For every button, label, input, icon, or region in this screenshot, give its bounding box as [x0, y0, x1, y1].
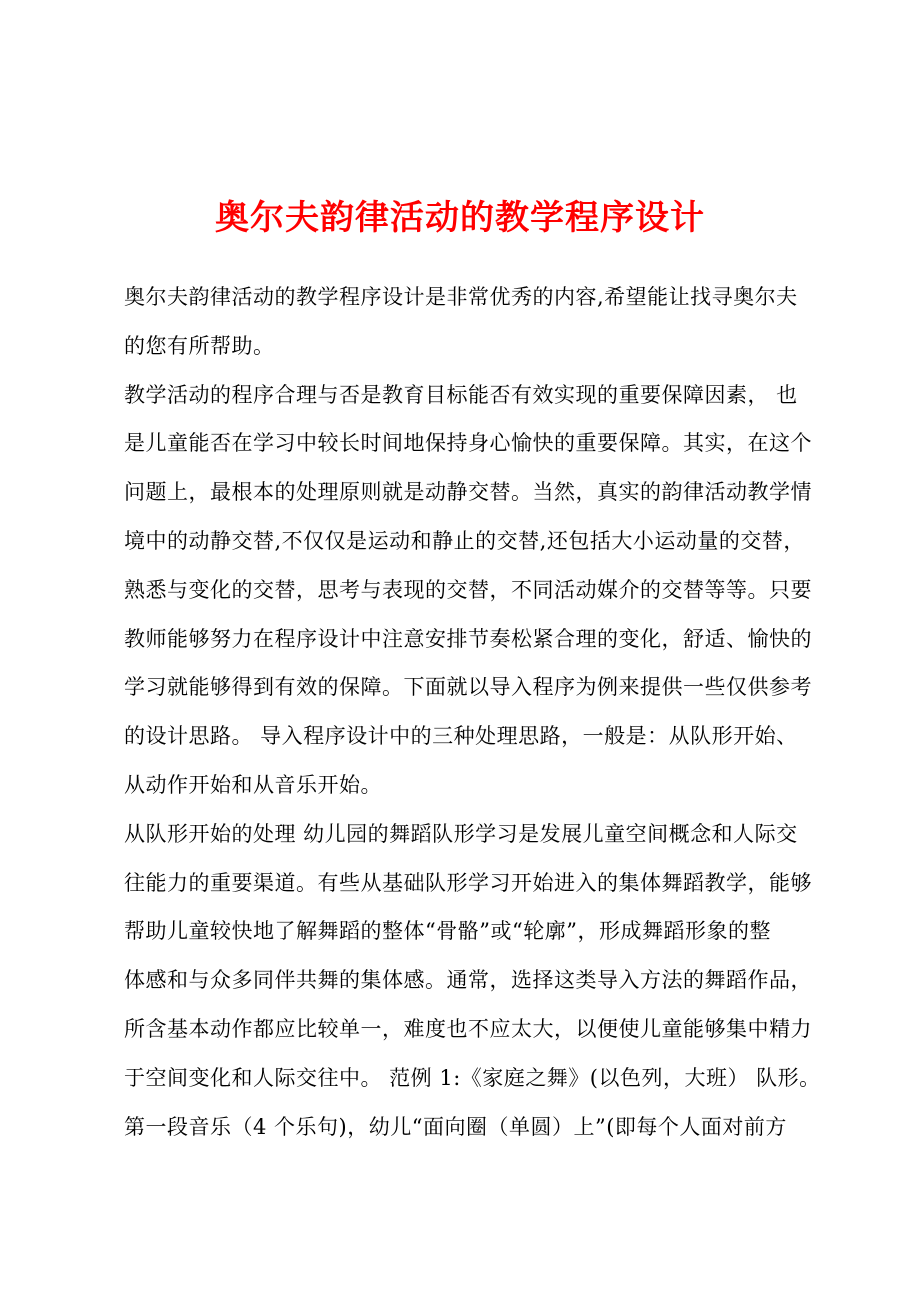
text-line: 教师能够努力在程序设计中注意安排节奏松紧合理的变化，舒适、愉快的	[124, 626, 812, 651]
document-title: 奥尔夫韵律活动的教学程序设计	[215, 198, 705, 238]
text-line: 的您有所帮助。	[124, 333, 275, 358]
text-line: 体感和与众多同伴共舞的集体感。通常，选择这类导入方法的舞蹈作品，	[124, 968, 812, 993]
text-line: 是儿童能否在学习中较长时间地保持身心愉快的重要保障。其实，在这个	[124, 431, 812, 456]
text-line: 从队形开始的处理 幼儿园的舞蹈队形学习是发展儿童空间概念和人际交	[124, 821, 798, 846]
text-line: 从动作开始和从音乐开始。	[124, 772, 382, 797]
text-line: 奥尔夫韵律活动的教学程序设计是非常优秀的内容,希望能让找寻奥尔夫	[124, 285, 798, 309]
text-line: 境中的动静交替,不仅仅是运动和静止的交替,还包括大小运动量的交替，	[124, 528, 805, 553]
text-line: 帮助儿童较快地了解舞蹈的整体“骨骼”或“轮廓”，形成舞蹈形象的整	[124, 919, 771, 944]
text-line: 问题上，最根本的处理原则就是动静交替。当然，真实的韵律活动教学情	[124, 480, 812, 505]
text-line: 的设计思路。 导入程序设计中的三种处理思路，一般是：从队形开始、	[124, 724, 798, 749]
text-line: 学习就能够得到有效的保障。下面就以导入程序为例来提供一些仅供参考	[124, 675, 812, 700]
text-line: 教学活动的程序合理与否是教育目标能否有效实现的重要保障因素， 也	[124, 382, 798, 407]
text-line: 熟悉与变化的交替，思考与表现的交替，不同活动媒介的交替等等。只要	[124, 577, 812, 602]
document-body	[124, 282, 821, 1160]
text-line: 往能力的重要渠道。有些从基础队形学习开始进入的集体舞蹈教学，能够	[124, 870, 812, 895]
text-line: 所含基本动作都应比较单一，难度也不应太大，以便使儿童能够集中精力	[124, 1016, 812, 1041]
text-line: 第一段音乐（4 个乐句)，幼儿“面向圈（单圆）上”(即每个人面对前方	[124, 1114, 787, 1139]
text-line: 于空间变化和人际交往中。 范例 1:《家庭之舞》(以色列，大班） 队形。	[124, 1065, 821, 1090]
